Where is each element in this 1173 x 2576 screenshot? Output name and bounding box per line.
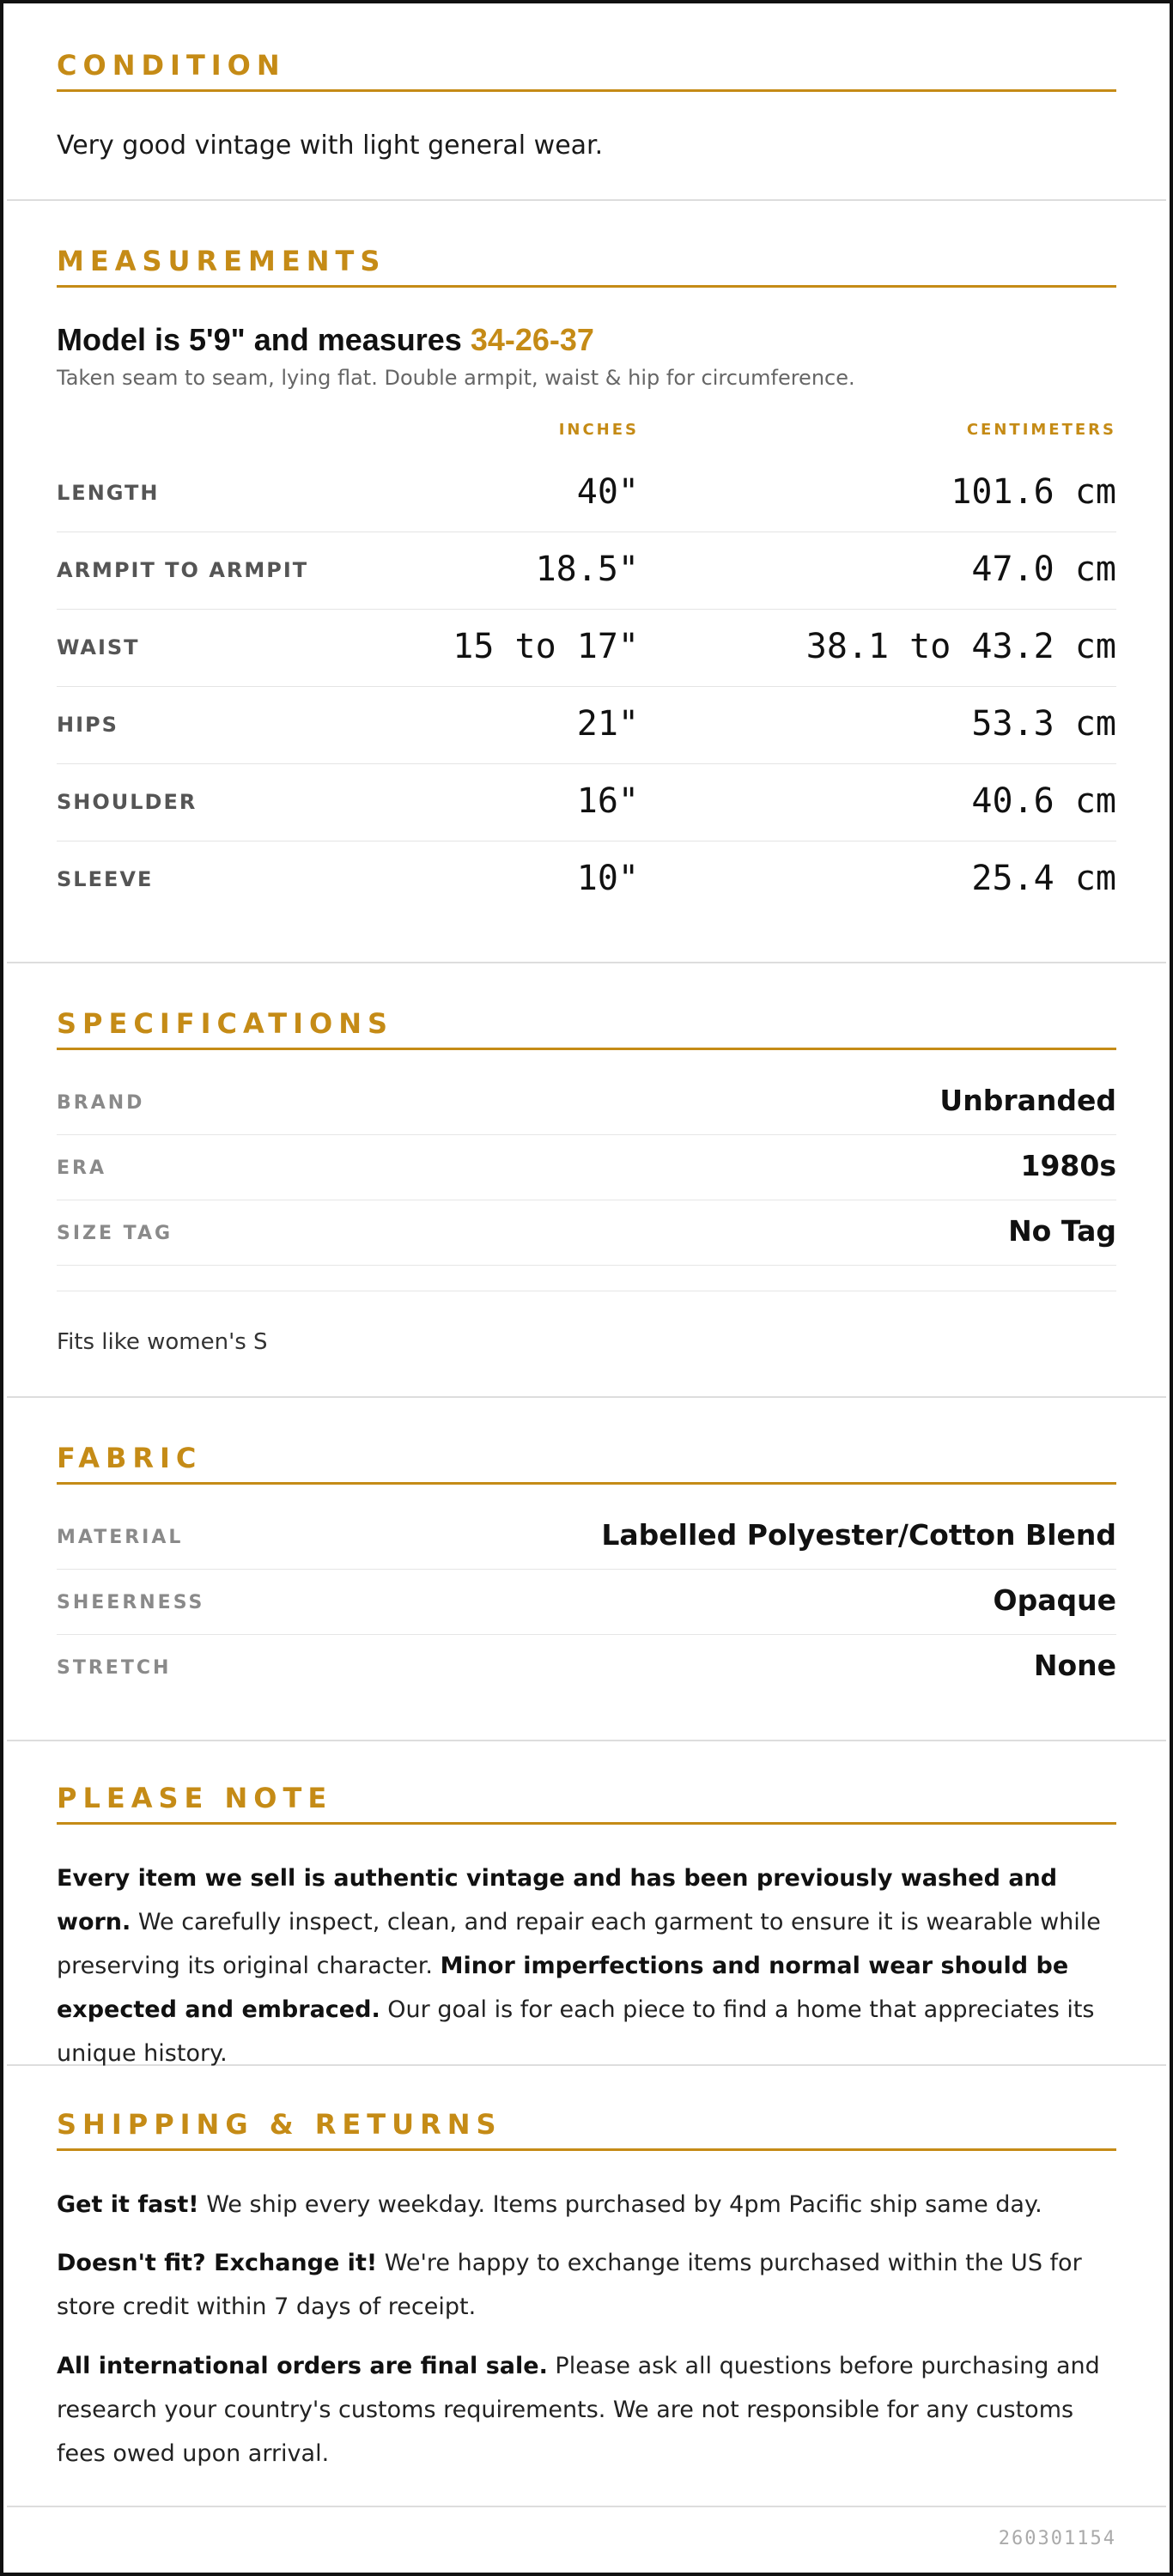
fabric-row-sheerness	[57, 1570, 1116, 1635]
item-id: 260301154	[998, 2528, 1116, 2549]
fabric-heading: FABRIC	[57, 1442, 203, 1474]
measurement-label: SHOULDER	[57, 790, 198, 814]
fabric-row-stretch	[57, 1635, 1116, 1700]
model-accent: 34-26-37	[470, 322, 594, 357]
measurement-row	[57, 687, 1116, 764]
fabric-label: SHEERNESS	[57, 1592, 205, 1613]
measurement-row	[57, 841, 1116, 919]
measurement-label: WAIST	[57, 635, 140, 659]
shipping-section	[7, 2066, 1166, 2507]
please-note-heading-rule	[57, 1822, 1116, 1825]
spec-row-era	[57, 1135, 1116, 1200]
fabric-row-material	[57, 1504, 1116, 1570]
measurement-row	[57, 455, 1116, 532]
measurement-inches: 16"	[576, 781, 639, 821]
specifications-heading-rule	[57, 1048, 1116, 1050]
measurement-note: Taken seam to seam, lying flat. Double armpit, waist & hip for circumference.	[57, 366, 855, 390]
measurement-label: LENGTH	[57, 481, 160, 505]
measurement-row	[57, 610, 1116, 687]
fabric-value: None	[1033, 1649, 1116, 1682]
shipping-paragraph-1	[57, 2183, 1116, 2227]
column-header-centimeters: CENTIMETERS	[966, 421, 1116, 439]
fabric-value: Labelled Polyester/Cotton Blend	[601, 1518, 1116, 1552]
measurement-cm: 101.6 cm	[951, 472, 1116, 512]
fit-note: Fits like women's S	[57, 1329, 268, 1355]
please-note-section	[7, 1741, 1166, 2066]
measurement-cm: 53.3 cm	[971, 704, 1116, 744]
measurement-inches: 10"	[576, 859, 639, 898]
please-note-heading: PLEASE NOTE	[57, 1782, 333, 1814]
fabric-label: STRETCH	[57, 1657, 172, 1679]
shipping-text-1: We ship every weekday. Items purchased by 4pm Pacific ship same day.	[198, 2191, 1042, 2218]
shipping-bold-3: All international orders are final sale.	[57, 2353, 548, 2379]
condition-heading-rule	[57, 89, 1116, 92]
shipping-text-2: We're happy to exchange items purchased within the US for store credit within 7 days of receipt.	[57, 2250, 1082, 2320]
shipping-paragraph-3	[57, 2344, 1116, 2476]
fabric-label: MATERIAL	[57, 1527, 184, 1548]
measurement-inches: 15 to 17"	[453, 627, 639, 666]
measurement-row	[57, 764, 1116, 841]
measurement-row	[57, 532, 1116, 610]
spec-value: No Tag	[1008, 1214, 1116, 1248]
condition-text: Very good vintage with light general wear.	[57, 131, 604, 161]
model-measurements	[57, 319, 594, 361]
spec-label: BRAND	[57, 1092, 145, 1114]
spec-label: SIZE TAG	[57, 1223, 173, 1244]
note-text-1: We carefully inspect, clean, and repair each garment to ensure it is wearable while preserving its original character.	[57, 1909, 1101, 1979]
fabric-value: Opaque	[993, 1583, 1116, 1617]
measurement-label: HIPS	[57, 713, 119, 737]
shipping-heading-rule	[57, 2148, 1116, 2151]
spec-divider	[57, 1266, 1116, 1291]
measurement-inches: 21"	[576, 704, 639, 744]
note-text-2: Our goal is for each piece to find a home that appreciates its unique history.	[57, 1996, 1095, 2067]
shipping-bold-2: Doesn't fit? Exchange it!	[57, 2250, 378, 2276]
measurement-cm: 47.0 cm	[971, 550, 1116, 589]
model-prefix: Model is 5'9" and measures	[57, 322, 471, 357]
note-bold-1: Every item we sell is authentic vintage and has been previously washed and worn.	[57, 1865, 1058, 1935]
column-header-inches: INCHES	[558, 421, 639, 439]
shipping-heading: SHIPPING & RETURNS	[57, 2108, 502, 2141]
spec-row-size-tag	[57, 1200, 1116, 1266]
specifications-section	[7, 963, 1166, 1398]
measurement-cm: 38.1 to 43.2 cm	[805, 627, 1116, 666]
note-bold-2: Minor imperfections and normal wear should be expected and embraced.	[57, 1953, 1069, 2023]
measurements-heading-rule	[57, 285, 1116, 288]
specifications-heading: SPECIFICATIONS	[57, 1007, 394, 1040]
spec-label: ERA	[57, 1157, 106, 1179]
spec-row-brand	[57, 1070, 1116, 1135]
measurement-cm: 40.6 cm	[971, 781, 1116, 821]
spec-value: 1980s	[1020, 1149, 1116, 1182]
measurement-cm: 25.4 cm	[971, 859, 1116, 898]
shipping-paragraph-2	[57, 2241, 1116, 2329]
measurements-heading: MEASUREMENTS	[57, 245, 386, 277]
measurement-inches: 18.5"	[535, 550, 639, 589]
fabric-heading-rule	[57, 1482, 1116, 1485]
fabric-section	[7, 1398, 1166, 1741]
condition-heading: CONDITION	[57, 49, 286, 82]
shipping-bold-1: Get it fast!	[57, 2191, 199, 2218]
measurement-inches: 40"	[576, 472, 639, 512]
please-note-paragraph	[57, 1856, 1116, 2075]
spec-value: Unbranded	[939, 1084, 1116, 1117]
measurement-label: SLEEVE	[57, 867, 154, 891]
measurements-section	[7, 201, 1166, 963]
measurement-label: ARMPIT TO ARMPIT	[57, 558, 309, 582]
shipping-text-3: Please ask all questions before purchasing and research your country's customs requirements. We are not responsible for any customs fees owed upon arrival.	[57, 2353, 1100, 2467]
condition-section	[7, 3, 1166, 201]
